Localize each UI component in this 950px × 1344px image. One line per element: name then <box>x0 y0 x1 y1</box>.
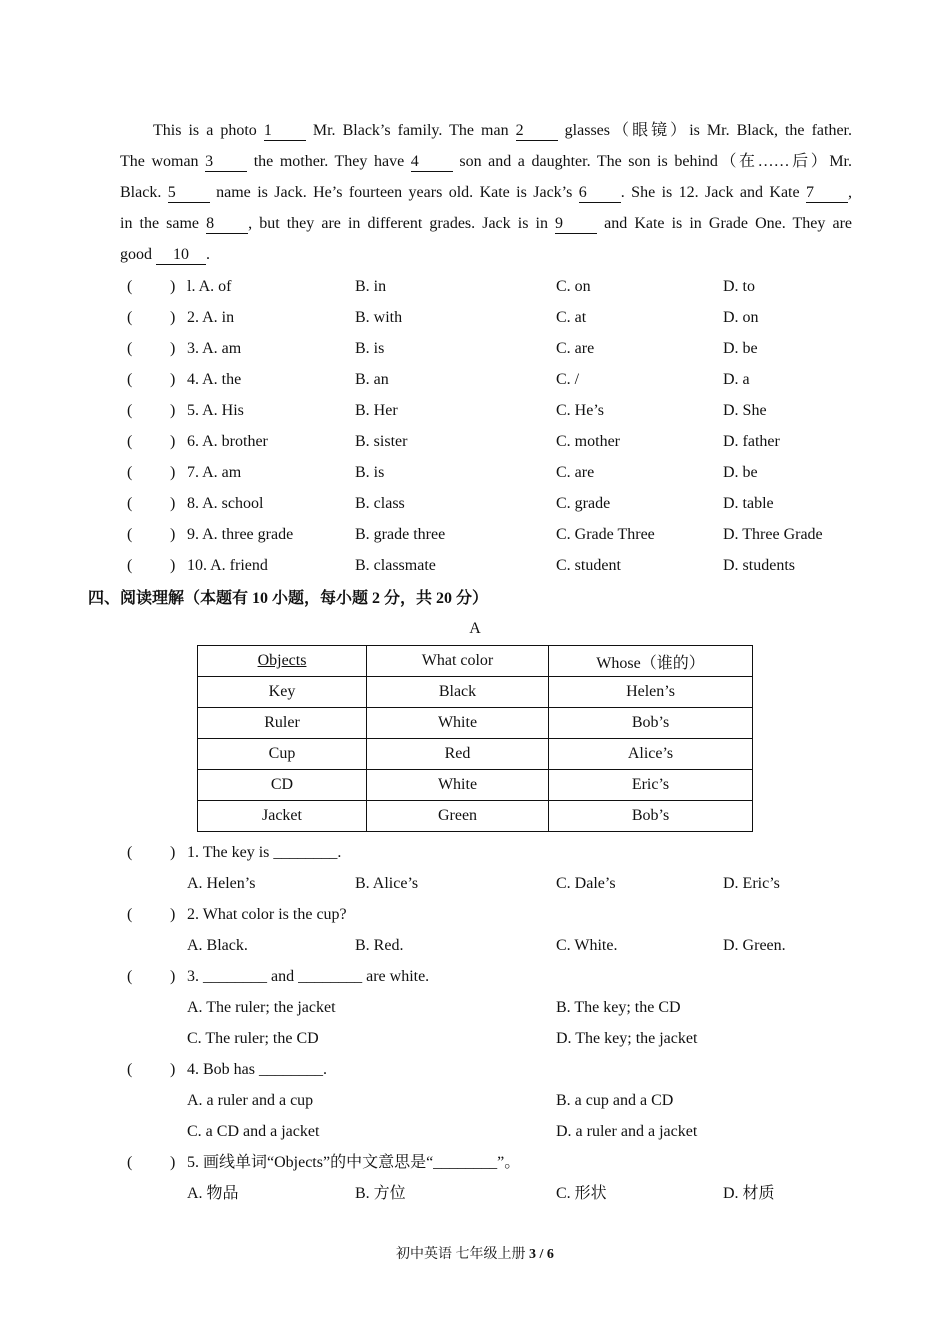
table-row <box>198 739 753 770</box>
table-header-cell <box>198 646 367 677</box>
question-option-a: 7. A. am <box>187 464 242 481</box>
answer-paren-left: ( <box>127 495 133 512</box>
answer-paren-right: ) <box>170 1061 176 1078</box>
question-option-b: B. Red. <box>355 937 404 954</box>
cloze-line-4 <box>120 208 852 239</box>
question-option-c: C. a CD and a jacket <box>187 1123 320 1140</box>
blank-6: 6 <box>579 184 621 203</box>
text: in the same <box>120 215 207 232</box>
question-option-b: B. Alice’s <box>355 875 419 892</box>
question-option-a: 10. A. friend <box>187 557 268 574</box>
question-stem: 4. Bob has ________. <box>187 1061 327 1078</box>
question-stem: 5. 画线单词“Objects”的中文意思是“________”。 <box>187 1154 521 1171</box>
question-option-a: A. Helen’s <box>187 875 256 892</box>
table-cell: Ruler <box>198 708 367 739</box>
table-row <box>198 708 753 739</box>
blank-8: 8 <box>206 215 248 234</box>
reading-question-4-stem <box>0 1054 950 1085</box>
reading-question-2-options <box>0 930 950 961</box>
text: The woman <box>120 153 206 170</box>
question-option-d: D. Green. <box>723 937 786 954</box>
question-option-d: D. a ruler and a jacket <box>556 1123 698 1140</box>
question-option-c: C. on <box>556 278 591 295</box>
answer-paren-right: ) <box>170 402 176 419</box>
question-option-d: D. a <box>723 371 750 388</box>
answer-paren-left: ( <box>127 309 133 326</box>
question-option-b: B. class <box>355 495 405 512</box>
question-option-a: 4. A. the <box>187 371 242 388</box>
answer-paren-left: ( <box>127 464 133 481</box>
question-option-a: 6. A. brother <box>187 433 268 450</box>
question-option-c: C. The ruler; the CD <box>187 1030 319 1047</box>
text: Black. <box>120 184 168 201</box>
answer-paren-right: ) <box>170 278 176 295</box>
question-option-a: 9. A. three grade <box>187 526 294 543</box>
table-cell: Bob’s <box>549 801 753 832</box>
cloze-question-1 <box>0 271 950 302</box>
text: Mr. Black’s family. The man <box>305 122 516 139</box>
answer-paren-left: ( <box>127 1061 133 1078</box>
answer-paren-left: ( <box>127 844 133 861</box>
text: and Kate is in Grade One. They are <box>597 215 853 232</box>
objects-table <box>197 645 753 832</box>
underlined-word: Objects <box>257 652 307 669</box>
answer-paren-left: ( <box>127 278 133 295</box>
reading-question-5-options <box>0 1178 950 1209</box>
text: the mother. They have <box>247 153 411 170</box>
cloze-question-2 <box>0 302 950 333</box>
answer-paren-right: ) <box>170 309 176 326</box>
question-option-c: C. student <box>556 557 621 574</box>
question-stem: 2. What color is the cup? <box>187 906 347 923</box>
answer-paren-right: ) <box>170 464 176 481</box>
footer-text: 初中英语 七年级上册 <box>396 1247 530 1262</box>
answer-paren-left: ( <box>127 968 133 985</box>
table-cell: CD <box>198 770 367 801</box>
blank-7: 7 <box>806 184 848 203</box>
question-option-d: D. students <box>723 557 795 574</box>
text: This is a photo <box>153 122 264 139</box>
blank-3: 3 <box>205 153 247 172</box>
cloze-question-5 <box>0 395 950 426</box>
reading-question-4-options-cd <box>0 1116 950 1147</box>
text: , <box>848 184 853 201</box>
question-option-c: C. at <box>556 309 587 326</box>
question-option-b: B. The key; the CD <box>556 999 681 1016</box>
text: son and a daughter. The son is behind（在……后）Mr. <box>452 153 852 170</box>
question-option-b: B. an <box>355 371 389 388</box>
question-option-d: D. The key; the jacket <box>556 1030 698 1047</box>
question-option-a: A. a ruler and a cup <box>187 1092 314 1109</box>
table-row <box>198 677 753 708</box>
cloze-question-8 <box>0 488 950 519</box>
question-option-b: B. a cup and a CD <box>556 1092 674 1109</box>
question-option-c: C. grade <box>556 495 611 512</box>
blank-9: 9 <box>555 215 597 234</box>
reading-question-3-options-cd <box>0 1023 950 1054</box>
question-option-d: D. to <box>723 278 755 295</box>
question-option-a: A. The ruler; the jacket <box>187 999 336 1016</box>
question-option-b: B. in <box>355 278 387 295</box>
section-title: 四、阅读理解（本题有 10 小题，每小题 2 分，共 20 分） <box>88 590 489 607</box>
table-header-row <box>198 646 753 677</box>
question-option-b: B. with <box>355 309 403 326</box>
question-option-b: B. 方位 <box>355 1185 406 1202</box>
answer-paren-left: ( <box>127 906 133 923</box>
blank-1: 1 <box>264 122 306 141</box>
table-cell: Red <box>367 739 549 770</box>
table-header-cell: Whose（谁的） <box>549 646 753 677</box>
question-option-c: C. are <box>556 464 595 481</box>
cloze-line-2 <box>120 146 852 177</box>
answer-paren-left: ( <box>127 526 133 543</box>
question-option-b: B. grade three <box>355 526 446 543</box>
answer-paren-left: ( <box>127 371 133 388</box>
blank-4: 4 <box>411 153 453 172</box>
blank-10: 10 <box>156 246 206 265</box>
question-option-d: D. be <box>723 464 758 481</box>
question-option-d: D. Eric’s <box>723 875 780 892</box>
table-cell: Eric’s <box>549 770 753 801</box>
table-row <box>198 801 753 832</box>
question-option-a: A. Black. <box>187 937 248 954</box>
reading-question-2-stem <box>0 899 950 930</box>
question-option-c: C. 形状 <box>556 1185 607 1202</box>
question-option-b: B. is <box>355 464 385 481</box>
question-option-b: B. classmate <box>355 557 436 574</box>
question-option-c: C. Grade Three <box>556 526 655 543</box>
table-cell: Cup <box>198 739 367 770</box>
question-option-b: B. Her <box>355 402 398 419</box>
table-cell: Bob’s <box>549 708 753 739</box>
cloze-question-6 <box>0 426 950 457</box>
question-stem: 3. ________ and ________ are white. <box>187 968 430 985</box>
answer-paren-right: ) <box>170 968 176 985</box>
question-option-a: 2. A. in <box>187 309 235 326</box>
blank-5: 5 <box>168 184 210 203</box>
question-option-d: D. be <box>723 340 758 357</box>
reading-question-4-options-ab <box>0 1085 950 1116</box>
reading-question-3-options-ab <box>0 992 950 1023</box>
question-option-d: D. 材质 <box>723 1185 775 1202</box>
question-option-d: D. table <box>723 495 774 512</box>
table-row <box>198 770 753 801</box>
answer-paren-right: ) <box>170 1154 176 1171</box>
table-cell: Jacket <box>198 801 367 832</box>
reading-question-1-stem <box>0 837 950 868</box>
question-option-c: C. / <box>556 371 580 388</box>
text: . She is 12. Jack and Kate <box>620 184 807 201</box>
table-cell: Alice’s <box>549 739 753 770</box>
table-cell: White <box>367 708 549 739</box>
question-option-d: D. Three Grade <box>723 526 823 543</box>
question-option-a: 5. A. His <box>187 402 244 419</box>
cloze-line-3 <box>120 177 852 208</box>
reading-question-3-stem <box>0 961 950 992</box>
answer-paren-right: ) <box>170 495 176 512</box>
answer-paren-right: ) <box>170 844 176 861</box>
cloze-question-4 <box>0 364 950 395</box>
question-option-b: B. is <box>355 340 385 357</box>
answer-paren-right: ) <box>170 371 176 388</box>
question-option-a: A. 物品 <box>187 1185 239 1202</box>
table-cell: Helen’s <box>549 677 753 708</box>
question-option-a: 3. A. am <box>187 340 242 357</box>
question-option-c: C. Dale’s <box>556 875 616 892</box>
page-number: 3 / 6 <box>529 1247 554 1262</box>
table-header-cell: What color <box>367 646 549 677</box>
question-option-a: 8. A. school <box>187 495 264 512</box>
question-option-c: C. He’s <box>556 402 604 419</box>
question-option-a: l. A. of <box>187 278 232 295</box>
answer-paren-right: ) <box>170 433 176 450</box>
table-cell: Key <box>198 677 367 708</box>
cloze-question-9 <box>0 519 950 550</box>
cloze-line-5 <box>120 239 852 270</box>
answer-paren-left: ( <box>127 1154 133 1171</box>
cloze-question-10 <box>0 550 950 581</box>
cloze-question-3 <box>0 333 950 364</box>
table-cell: Black <box>367 677 549 708</box>
reading-question-1-options <box>0 868 950 899</box>
answer-paren-right: ) <box>170 526 176 543</box>
text: , but they are in different grades. Jack is in <box>248 215 556 232</box>
answer-paren-left: ( <box>127 433 133 450</box>
cloze-question-7 <box>0 457 950 488</box>
cloze-line-1 <box>120 115 852 146</box>
text: glasses（眼镜）is Mr. Black, the father. <box>557 122 853 139</box>
answer-paren-right: ) <box>170 557 176 574</box>
text: good <box>120 246 156 263</box>
text: name is Jack. He’s fourteen years old. Kate is Jack’s <box>209 184 579 201</box>
answer-paren-left: ( <box>127 340 133 357</box>
page-footer <box>0 1243 950 1267</box>
reading-question-5-stem <box>0 1147 950 1178</box>
table-cell: Green <box>367 801 549 832</box>
question-option-c: C. mother <box>556 433 620 450</box>
question-option-d: D. She <box>723 402 767 419</box>
answer-paren-right: ) <box>170 340 176 357</box>
question-option-c: C. White. <box>556 937 618 954</box>
blank-2: 2 <box>516 122 558 141</box>
question-option-d: D. on <box>723 309 759 326</box>
answer-paren-right: ) <box>170 906 176 923</box>
question-option-b: B. sister <box>355 433 408 450</box>
table-cell: White <box>367 770 549 801</box>
question-option-d: D. father <box>723 433 780 450</box>
answer-paren-left: ( <box>127 402 133 419</box>
text: . <box>206 246 210 263</box>
question-stem: 1. The key is ________. <box>187 844 342 861</box>
answer-paren-left: ( <box>127 557 133 574</box>
passage-label: A <box>469 620 481 637</box>
cloze-passage <box>120 115 852 270</box>
question-option-c: C. are <box>556 340 595 357</box>
